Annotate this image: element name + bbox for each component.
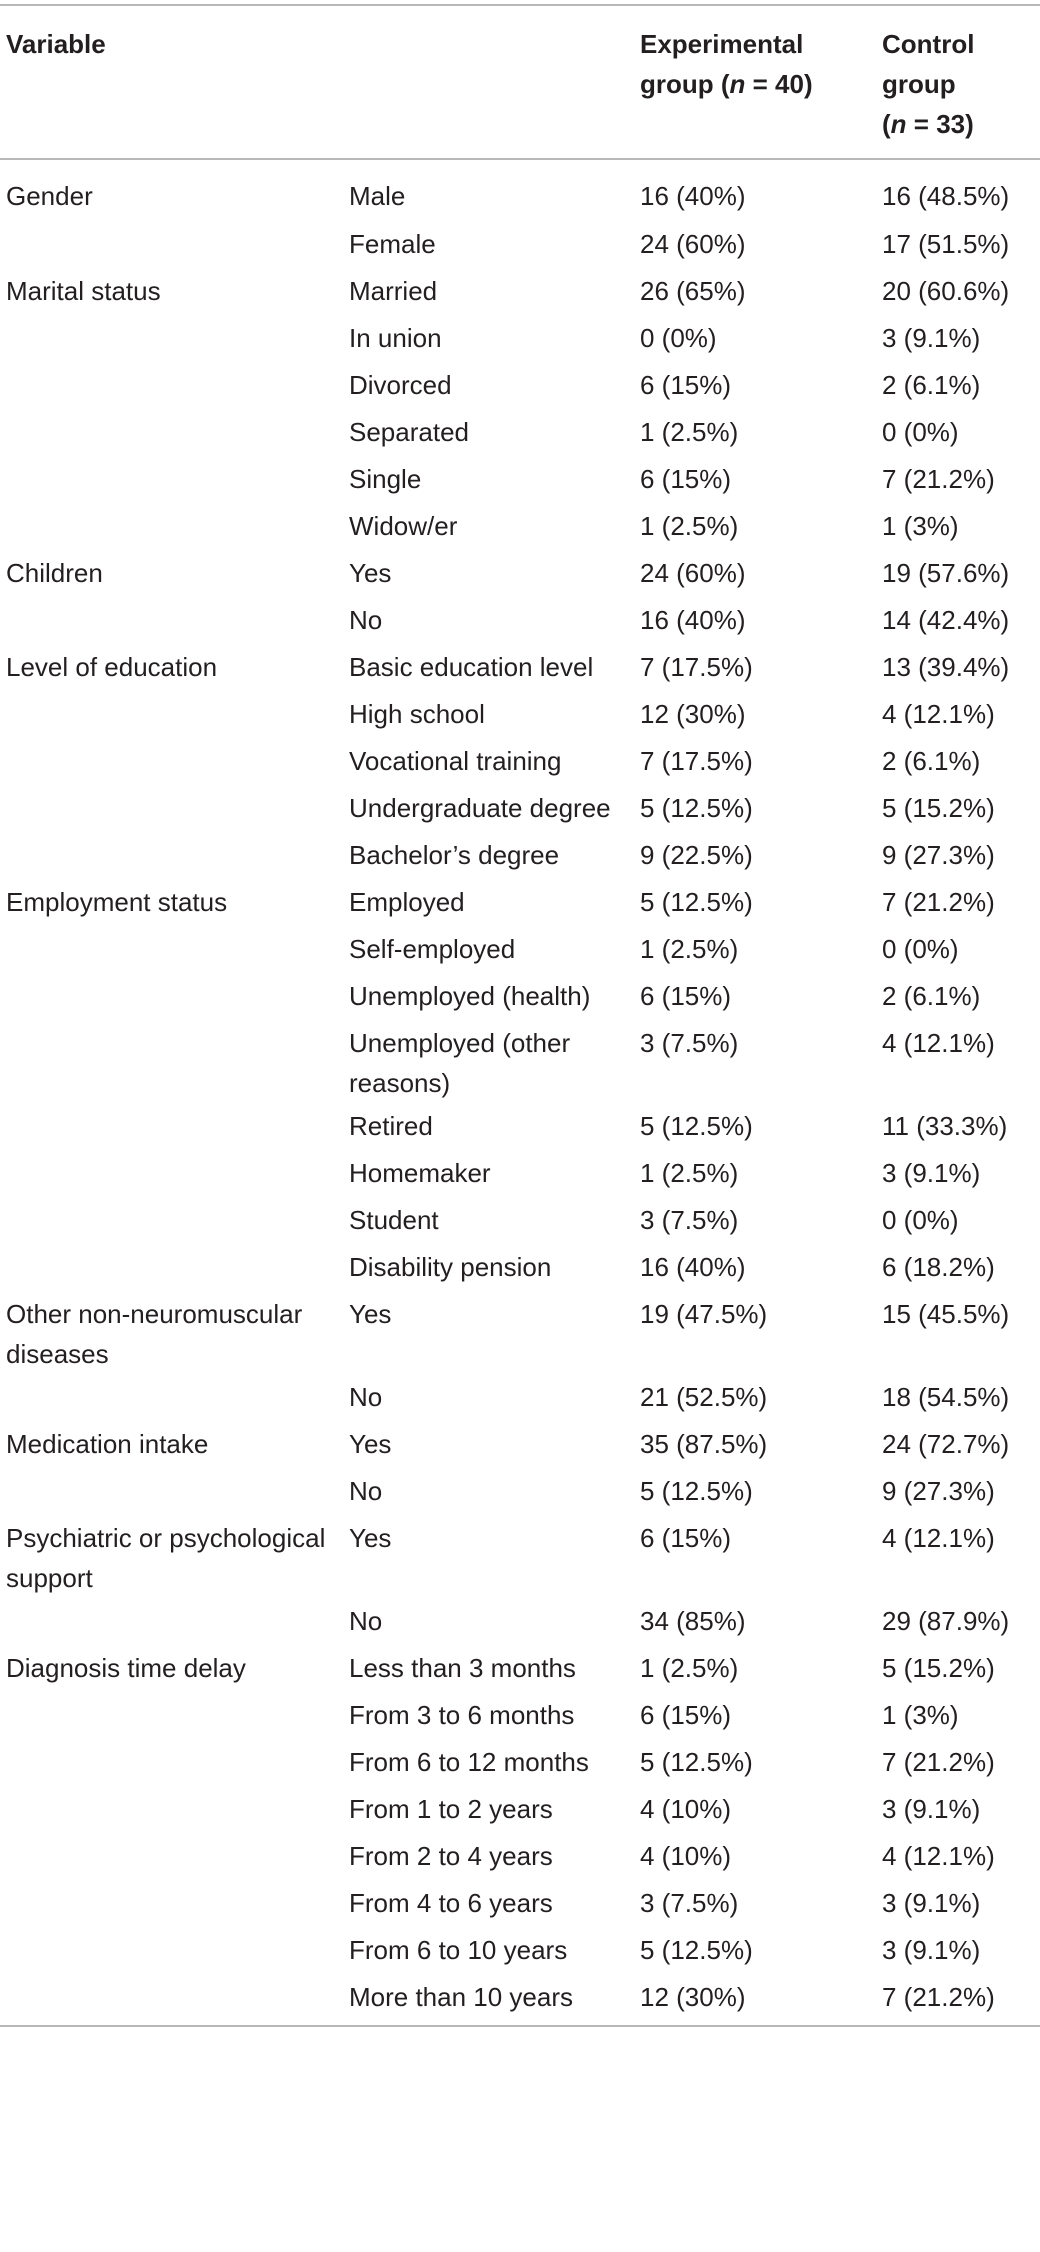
cell-category: Single bbox=[349, 464, 422, 494]
cell-variable bbox=[0, 1880, 341, 1927]
cell-control: 18 (54.5%) bbox=[882, 1382, 1010, 1412]
cell-experimental: 16 (40%) bbox=[640, 605, 746, 635]
table-row bbox=[0, 221, 1040, 268]
table-row bbox=[0, 785, 1040, 832]
cell-control: 4 (12.1%) bbox=[882, 699, 995, 729]
cell-category: Yes bbox=[349, 1299, 392, 1329]
cell-experimental: 5 (12.5%) bbox=[640, 887, 753, 917]
cell-experimental: 5 (12.5%) bbox=[640, 1935, 753, 1965]
table-row bbox=[0, 159, 1040, 221]
cell-control: 7 (21.2%) bbox=[882, 1982, 995, 2012]
cell-control: 7 (21.2%) bbox=[882, 464, 995, 494]
cell-category: No bbox=[349, 1476, 383, 1506]
cell-variable bbox=[0, 1244, 341, 1291]
cell-category: Basic education level bbox=[349, 652, 594, 682]
cell-variable: Level of education bbox=[6, 652, 218, 682]
table-row bbox=[0, 456, 1040, 503]
cell-control: 15 (45.5%) bbox=[882, 1299, 1010, 1329]
cell-control: 16 (48.5%) bbox=[882, 181, 1010, 211]
cell-control: 7 (21.2%) bbox=[882, 887, 995, 917]
cell-control: 3 (9.1%) bbox=[882, 1158, 981, 1188]
cell-experimental: 0 (0%) bbox=[640, 323, 717, 353]
cell-experimental: 16 (40%) bbox=[640, 181, 746, 211]
cell-experimental: 6 (15%) bbox=[640, 1700, 732, 1730]
cell-experimental: 1 (2.5%) bbox=[640, 1653, 739, 1683]
cell-category: Retired bbox=[349, 1111, 433, 1141]
cell-variable bbox=[0, 691, 341, 738]
cell-control: 1 (3%) bbox=[882, 1700, 959, 1730]
table-row bbox=[0, 1421, 1040, 1468]
cell-category: Unemployed (health) bbox=[349, 981, 591, 1011]
table-row bbox=[0, 1244, 1040, 1291]
cell-category: No bbox=[349, 605, 383, 635]
cell-variable: Diagnosis time delay bbox=[6, 1653, 246, 1683]
cell-category: Female bbox=[349, 229, 436, 259]
cell-category: In union bbox=[349, 323, 442, 353]
cell-category: From 6 to 10 years bbox=[349, 1935, 568, 1965]
cell-control: 6 (18.2%) bbox=[882, 1252, 995, 1282]
header-control-group: Control group (n = 33) bbox=[882, 29, 975, 139]
cell-category: Divorced bbox=[349, 370, 452, 400]
cell-category: From 4 to 6 years bbox=[349, 1888, 553, 1918]
table-body bbox=[0, 159, 1040, 2026]
cell-control: 29 (87.9%) bbox=[882, 1606, 1010, 1636]
cell-experimental: 6 (15%) bbox=[640, 981, 732, 1011]
table-row bbox=[0, 409, 1040, 456]
cell-experimental: 1 (2.5%) bbox=[640, 417, 739, 447]
cell-variable bbox=[0, 221, 341, 268]
cell-experimental: 1 (2.5%) bbox=[640, 934, 739, 964]
cell-variable bbox=[0, 1197, 341, 1244]
cell-category: More than 10 years bbox=[349, 1982, 574, 2012]
cell-category: Disability pension bbox=[349, 1252, 552, 1282]
cell-variable bbox=[0, 503, 341, 550]
table-row bbox=[0, 832, 1040, 879]
cell-experimental: 3 (7.5%) bbox=[640, 1205, 739, 1235]
cell-category: Separated bbox=[349, 417, 469, 447]
cell-variable bbox=[0, 1598, 341, 1645]
table-row bbox=[0, 1150, 1040, 1197]
cell-control: 1 (3%) bbox=[882, 511, 959, 541]
cell-variable: Medication intake bbox=[6, 1429, 209, 1459]
cell-control: 4 (12.1%) bbox=[882, 1523, 995, 1553]
cell-control: 2 (6.1%) bbox=[882, 981, 981, 1011]
table-row bbox=[0, 315, 1040, 362]
cell-variable bbox=[0, 738, 341, 785]
cell-category: Student bbox=[349, 1205, 439, 1235]
cell-category: From 2 to 4 years bbox=[349, 1841, 553, 1871]
table-row bbox=[0, 1374, 1040, 1421]
table-row bbox=[0, 1197, 1040, 1244]
table-row bbox=[0, 597, 1040, 644]
cell-variable bbox=[0, 1150, 341, 1197]
cell-category: Yes bbox=[349, 1523, 392, 1553]
cell-category: Homemaker bbox=[349, 1158, 491, 1188]
cell-variable bbox=[0, 1786, 341, 1833]
cell-category: Less than 3 months bbox=[349, 1653, 576, 1683]
cell-category: Yes bbox=[349, 558, 392, 588]
cell-variable bbox=[0, 973, 341, 1020]
table-header bbox=[0, 5, 1040, 159]
cell-control: 11 (33.3%) bbox=[882, 1111, 1008, 1141]
table-row bbox=[0, 1468, 1040, 1515]
table-row bbox=[0, 1927, 1040, 1974]
cell-control: 13 (39.4%) bbox=[882, 652, 1010, 682]
cell-control: 4 (12.1%) bbox=[882, 1841, 995, 1871]
cell-experimental: 3 (7.5%) bbox=[640, 1888, 739, 1918]
cell-control: 2 (6.1%) bbox=[882, 746, 981, 776]
cell-variable: Employment status bbox=[6, 887, 228, 917]
cell-experimental: 24 (60%) bbox=[640, 558, 746, 588]
cell-variable: Gender bbox=[6, 181, 93, 211]
cell-category: From 3 to 6 months bbox=[349, 1700, 575, 1730]
cell-control: 19 (57.6%) bbox=[882, 558, 1010, 588]
table-row bbox=[0, 926, 1040, 973]
cell-experimental: 16 (40%) bbox=[640, 1252, 746, 1282]
cell-variable bbox=[0, 456, 341, 503]
cell-category: Male bbox=[349, 181, 406, 211]
table-row bbox=[0, 1786, 1040, 1833]
cell-variable bbox=[0, 785, 341, 832]
table-row bbox=[0, 1692, 1040, 1739]
cell-variable bbox=[0, 315, 341, 362]
cell-variable bbox=[0, 1833, 341, 1880]
table-row bbox=[0, 362, 1040, 409]
table-row bbox=[0, 738, 1040, 785]
header-variable: Variable bbox=[6, 29, 106, 59]
table-row bbox=[0, 1880, 1040, 1927]
cell-experimental: 19 (47.5%) bbox=[640, 1299, 768, 1329]
cell-experimental: 4 (10%) bbox=[640, 1794, 732, 1824]
cell-control: 17 (51.5%) bbox=[882, 229, 1010, 259]
cell-category: From 6 to 12 months bbox=[349, 1747, 589, 1777]
cell-experimental: 12 (30%) bbox=[640, 699, 746, 729]
cell-category: High school bbox=[349, 699, 485, 729]
cell-control: 14 (42.4%) bbox=[882, 605, 1010, 635]
table-row bbox=[0, 1103, 1040, 1150]
cell-category: Self-employed bbox=[349, 934, 516, 964]
cell-variable bbox=[0, 1927, 341, 1974]
cell-variable bbox=[0, 1374, 341, 1421]
table-row bbox=[0, 1515, 1040, 1598]
cell-variable bbox=[0, 409, 341, 456]
cell-category: Married bbox=[349, 276, 438, 306]
cell-variable bbox=[0, 1974, 341, 2026]
cell-control: 3 (9.1%) bbox=[882, 1935, 981, 1965]
cell-variable bbox=[0, 926, 341, 973]
table-row bbox=[0, 1020, 1040, 1103]
cell-experimental: 12 (30%) bbox=[640, 1982, 746, 2012]
cell-category: Undergraduate degree bbox=[349, 793, 611, 823]
cell-variable bbox=[0, 1020, 341, 1103]
table-row bbox=[0, 644, 1040, 691]
cell-category: Employed bbox=[349, 887, 465, 917]
cell-control: 7 (21.2%) bbox=[882, 1747, 995, 1777]
table-row bbox=[0, 691, 1040, 738]
cell-experimental: 7 (17.5%) bbox=[640, 746, 753, 776]
cell-experimental: 1 (2.5%) bbox=[640, 1158, 739, 1188]
cell-control: 0 (0%) bbox=[882, 417, 959, 447]
cell-control: 4 (12.1%) bbox=[882, 1028, 995, 1058]
header-category bbox=[341, 5, 638, 159]
cell-experimental: 7 (17.5%) bbox=[640, 652, 753, 682]
cell-control: 20 (60.6%) bbox=[882, 276, 1010, 306]
table-row bbox=[0, 1974, 1040, 2026]
table-row bbox=[0, 1739, 1040, 1786]
cell-experimental: 9 (22.5%) bbox=[640, 840, 753, 870]
header-experimental-group: Experimental group (n = 40) bbox=[640, 29, 813, 99]
cell-control: 2 (6.1%) bbox=[882, 370, 981, 400]
cell-experimental: 6 (15%) bbox=[640, 370, 732, 400]
cell-control: 5 (15.2%) bbox=[882, 1653, 995, 1683]
cell-control: 5 (15.2%) bbox=[882, 793, 995, 823]
cell-control: 0 (0%) bbox=[882, 934, 959, 964]
table-row bbox=[0, 550, 1040, 597]
cell-control: 9 (27.3%) bbox=[882, 840, 995, 870]
table-row bbox=[0, 1833, 1040, 1880]
cell-experimental: 4 (10%) bbox=[640, 1841, 732, 1871]
cell-experimental: 6 (15%) bbox=[640, 464, 732, 494]
cell-control: 9 (27.3%) bbox=[882, 1476, 995, 1506]
table-row bbox=[0, 973, 1040, 1020]
cell-control: 0 (0%) bbox=[882, 1205, 959, 1235]
cell-experimental: 5 (12.5%) bbox=[640, 1476, 753, 1506]
cell-variable bbox=[0, 832, 341, 879]
cell-variable bbox=[0, 1739, 341, 1786]
cell-variable: Other non-neuromuscular diseases bbox=[6, 1299, 303, 1369]
header-row bbox=[0, 5, 1040, 159]
table-row bbox=[0, 503, 1040, 550]
cell-category: No bbox=[349, 1382, 383, 1412]
cell-category: No bbox=[349, 1606, 383, 1636]
cell-variable bbox=[0, 597, 341, 644]
cell-category: Vocational training bbox=[349, 746, 562, 776]
cell-experimental: 1 (2.5%) bbox=[640, 511, 739, 541]
cell-variable bbox=[0, 1692, 341, 1739]
cell-experimental: 6 (15%) bbox=[640, 1523, 732, 1553]
cell-variable bbox=[0, 1468, 341, 1515]
table-row bbox=[0, 1291, 1040, 1374]
cell-experimental: 3 (7.5%) bbox=[640, 1028, 739, 1058]
cell-experimental: 26 (65%) bbox=[640, 276, 746, 306]
cell-control: 24 (72.7%) bbox=[882, 1429, 1010, 1459]
cell-control: 3 (9.1%) bbox=[882, 1794, 981, 1824]
cell-variable: Children bbox=[6, 558, 103, 588]
cell-variable bbox=[0, 1103, 341, 1150]
cell-control: 3 (9.1%) bbox=[882, 1888, 981, 1918]
cell-category: Unemployed (other reasons) bbox=[349, 1028, 571, 1098]
table-row bbox=[0, 268, 1040, 315]
cell-category: Yes bbox=[349, 1429, 392, 1459]
cell-experimental: 5 (12.5%) bbox=[640, 793, 753, 823]
cell-experimental: 5 (12.5%) bbox=[640, 1747, 753, 1777]
cell-category: Widow/er bbox=[349, 511, 458, 541]
cell-control: 3 (9.1%) bbox=[882, 323, 981, 353]
cell-experimental: 24 (60%) bbox=[640, 229, 746, 259]
cell-experimental: 5 (12.5%) bbox=[640, 1111, 753, 1141]
demographics-table bbox=[0, 4, 1040, 2027]
cell-variable bbox=[0, 362, 341, 409]
cell-experimental: 34 (85%) bbox=[640, 1606, 746, 1636]
cell-experimental: 35 (87.5%) bbox=[640, 1429, 768, 1459]
table-row bbox=[0, 879, 1040, 926]
table-row bbox=[0, 1598, 1040, 1645]
cell-category: Bachelor’s degree bbox=[349, 840, 560, 870]
cell-variable: Psychiatric or psychological support bbox=[6, 1523, 326, 1593]
cell-category: From 1 to 2 years bbox=[349, 1794, 553, 1824]
table-row bbox=[0, 1645, 1040, 1692]
cell-experimental: 21 (52.5%) bbox=[640, 1382, 768, 1412]
cell-variable: Marital status bbox=[6, 276, 161, 306]
